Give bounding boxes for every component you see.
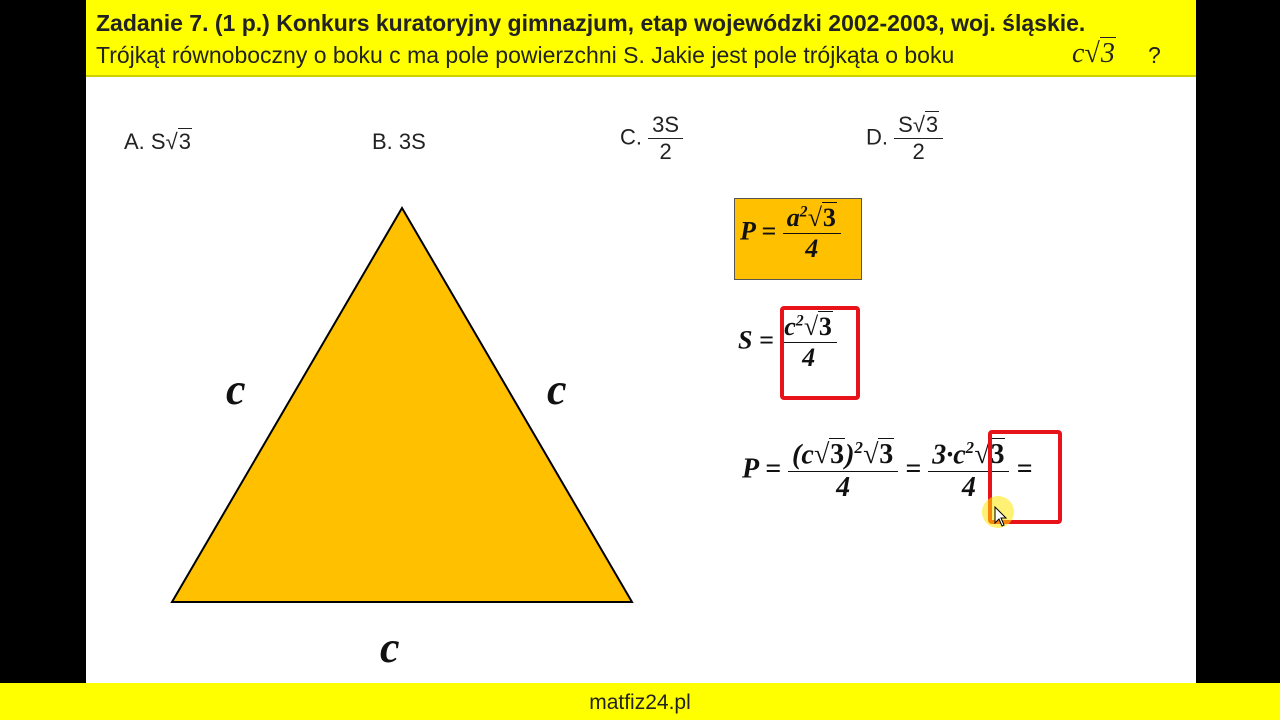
footer-bar xyxy=(0,683,1280,720)
answer-b[interactable]: B. 3S xyxy=(372,129,426,154)
area-formula-s: S = $\frac{c^2√3}{4}$ xyxy=(738,312,837,373)
answer-d[interactable]: D. $\frac{S√3}{2}$ xyxy=(866,112,943,165)
area-formula-derivation: P = $\frac{(c√3)^2√3}{4}$ = $\frac{3\cdot c^2√3}{4}$ = xyxy=(742,438,1033,504)
highlight-box-s xyxy=(780,306,860,400)
question-mark: ? xyxy=(1148,42,1161,68)
side-label-right: c xyxy=(547,365,567,414)
answer-c[interactable]: C. $\frac{3S}{2}$ xyxy=(620,112,683,165)
question-expression: c√3 xyxy=(1072,38,1115,69)
fraction: $\frac{3S}{2}$ xyxy=(648,112,683,165)
side-label-left: c xyxy=(226,365,246,414)
site-link[interactable]: matfiz24.pl xyxy=(589,691,691,714)
mouse-pointer-icon xyxy=(994,506,1008,528)
sqrt-symbol: √3 xyxy=(1084,38,1115,69)
task-title: Zadanie 7. (1 p.) Konkurs kuratoryjny gimnazjum, etap wojewódzki 2002-2003, woj. śląskie. xyxy=(96,10,1086,36)
area-formula-general: P = $\frac{a^2√3}{4}$ xyxy=(740,203,841,264)
side-label-bottom: c xyxy=(380,623,400,672)
fraction: $\frac{S√3}{2}$ xyxy=(894,112,943,165)
answer-a[interactable]: A. S√3 xyxy=(124,129,191,154)
task-question: Trójkąt równoboczny o boku c ma pole powierzchni S. Jakie jest pole trójkąta o boku xyxy=(96,42,955,68)
